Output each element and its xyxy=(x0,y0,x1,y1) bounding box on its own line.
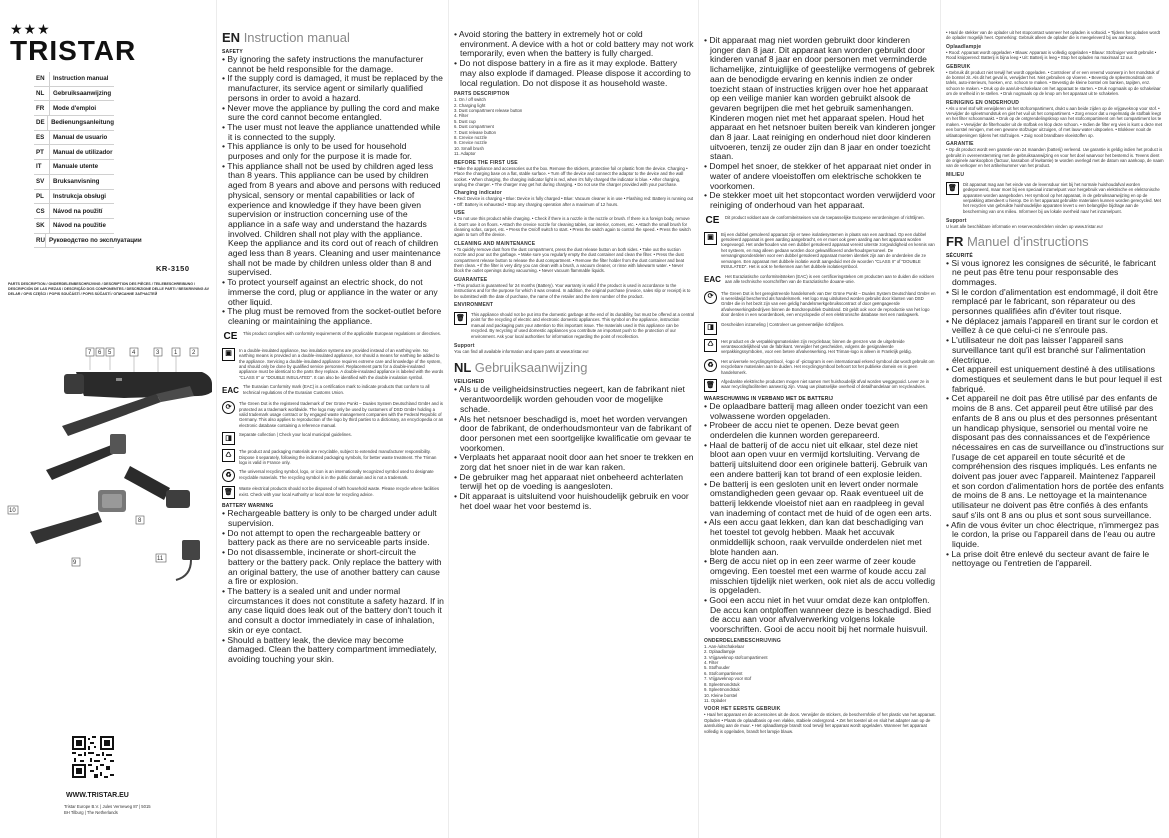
svg-text:2: 2 xyxy=(192,350,196,356)
language-name: Bruksanvisning xyxy=(53,178,100,186)
bullet-item: • Si vous ignorez les consignes de sécurité, le fabricant ne peut pas être tenu pour responsable des dommages. xyxy=(946,259,1164,288)
language-name: Bedienungsanleitung xyxy=(51,119,114,127)
language-name: Manuale utente xyxy=(53,163,99,171)
nl-continued xyxy=(946,30,1164,230)
fold-line xyxy=(940,0,941,838)
svg-text:1: 1 xyxy=(174,350,178,356)
language-code: FR xyxy=(34,101,50,115)
recycling-notice: ♻ The universal recycling symbol, logo, or icon is an internationally recognized symbol used to designate recyclable materials. The recycling symbol is in the public domain and is not a trademark. xyxy=(222,469,444,482)
ce-mark-icon: CE xyxy=(705,215,720,227)
bullet-item: • De batterij is een gesloten unit en levert onder normale omstandigheden geen gevaar op. Raak eventueel uit de batterij lekkende vloeistof niet aan en raadpleeg in geval van inademing of contact met de huid of de ogen een arts. xyxy=(704,480,936,519)
language-name: Instrukcja obsługi xyxy=(53,192,106,200)
double-insulation-icon: ▣ xyxy=(704,232,717,245)
bullet-item: • Als u de veiligheidsinstructies negeert, kan de fabrikant niet verantwoordelijk worden gehouden voor de mogelijke schade. xyxy=(454,385,694,414)
en-before-text: • Take the appliance and accessories out the box. Remove the stickers, protective foil or plastic from the device. Charging • Place the charging base on a flat, stable surface. • Turn off the device and connect the adaptor to the device and the wall socket. • When charging, the charging indicator light is red, when it's fully charged the indicator is blue. • After charging, unplug the charger. • The charger may get hot during charging. • Do not use the charger provided with your purchase. xyxy=(454,165,688,187)
ce-mark-icon: CE xyxy=(223,331,238,343)
en-guarantee-text: • This product is guaranteed for 24 months (Battery). Your warranty is valid if the product is used in accordance to the instructions and for the purpose for which it was created. In addition, the original purchase (invoice, sales slip or receipt) is to be submitted with the date of purchase, the name of the retailer and the item number of the product. xyxy=(454,282,691,299)
part-item: 7. Dust release button xyxy=(454,129,497,135)
bullet-item: • Verplaats het apparaat nooit door aan het snoer te trekken en zorg dat het snoer niet in de war kan raken. xyxy=(454,453,694,472)
bullet-item: • Cet appareil ne doit pas être utilisé par des enfants de moins de 8 ans. Cet appareil peut être utilisé par des enfants de 8 ans ou plus et des personnes présentant un handicap physique, sensoriel ou mental voire ne disposant pas des connaissances et de l'expérience nécessaires en cas de surveillance ou d'instructions sur l'usage de cet appareil en toute sécurité et de compréhension des risques impliqués. Les enfants ne doivent pas jouer avec l'appareil. Maintenez l'appareil et son cordon d'alimentation hors de portée des enfants de moins de 8 ans. Le nettoyage et la maintenance utilisateur ne doivent pas être confiés à des enfants sauf s'ils ont 8 ans ou plus et sont sous surveillance. xyxy=(946,394,1164,520)
language-code: SV xyxy=(34,175,50,189)
part-item: 1. Aan-/uitschakelaar xyxy=(704,643,745,649)
callout-markers xyxy=(86,348,198,356)
bullet-item: • Berg de accu niet op in een zeer warme of zeer koude omgeving. Een toestel met een warme of koude accu zal misschien tijdelijk niet werken, ook niet als de accu volledig is opgeladen. xyxy=(704,557,936,596)
eac-mark-icon: EAC xyxy=(704,275,721,285)
en-use-text: • Do not use this product while charging. • Check if there is a nozzle in the nozzle or brush. If there is a foreign body, remove it. Don't use it on floors. • Attach the crevice nozzle for cleaning tables, car interior, corners, etc. • Attach the small brush for cleaning sofas, carpet, etc. • Press the On/off switch to start. • Press the switch again to control the speed. • Press the switch again to turn off the device. xyxy=(454,216,691,238)
green-dot-icon: ⟳ xyxy=(704,291,717,304)
bullet-item: • Afin de vous éviter un choc électrique, n'immergez pas le cordon, la prise ou l'appareil dans de l'eau ou autre liquide. xyxy=(946,521,1164,550)
triman-icon: ♺ xyxy=(222,449,235,462)
qr-code[interactable] xyxy=(72,736,114,778)
language-name: Mode d'emploi xyxy=(53,104,97,112)
svg-text:5: 5 xyxy=(108,350,112,356)
en-charging-text: • Red: Device is charging • Blue: Device is fully charged • Blue: Vacuum cleaner is in use • Flashing red: Battery is running out • Off: Battery is exhausted • Stop any charging operation after a maximum of 12 hours. xyxy=(454,196,694,207)
double-insulation-notice: ▣ In a double-insulated appliance, two insulation systems are provided instead of an earthing wire. No earthing means is provided on a double-insulated appliance, nor should a means for earthing be added to the appliance. Servicing a double-insulated appliance requires extreme care and knowledge of the system, and should only be done by qualified service personnel. Replacement parts for a double-insulated appliance must be identical to the parts they replace. A double-insulated appliance is labeled with the words "CLASS II" or "DOUBLE INSULATED". It can also be identified with the double insulation symbol. xyxy=(222,348,444,380)
nl-cleaning-heading: REINIGING EN ONDERHOUD xyxy=(946,99,1020,106)
language-code: CS xyxy=(34,204,50,218)
language-name: Manual de utilizador xyxy=(53,148,113,156)
language-list xyxy=(34,72,142,248)
language-item xyxy=(34,87,114,102)
fr-title: FR Manuel d'instructions xyxy=(946,233,1089,249)
weee-bin-icon: 🗑 xyxy=(704,379,717,392)
part-item: 7. Vrijgaveknop voor stof xyxy=(704,676,752,682)
separate-collection-icon: ◨ xyxy=(222,432,235,445)
bullet-item: • L'utilisateur ne doit pas laisser l'appareil sans surveillance tant qu'il est branché sur l'alimentation électrique. xyxy=(946,336,1164,365)
en-use-heading: USE xyxy=(454,210,465,217)
nl-ce-notice: CE Dit product voldoet aan de conformiteitseisen van de toepasselijke Europese verordeningen of richtlijnen. xyxy=(705,214,925,227)
bullet-item: • Should a battery leak, the device may become damaged. Clean the battery compartment immediately, avoiding touching your skin. xyxy=(222,636,444,665)
nl-use-text: • Gebruik dit product niet terwijl het wordt opgeladen. • Controleer of er een vreemd voorwerp in het mondstuk of de borstel zit. Als dit het geval is, verwijdert het. Niet gebruiken op vloeren. • Bevestig de spleetmondstuk om tafels, auto-interieurs, hoeken, enz. schoon te maken. • Bevestig de kleine borstel om banken, tapijten, enz. schoon te maken. • Druk op de aan/uit-schakelaar om het apparaat te starten. • Druk nogmaals op de schakelaar om de snelheid in te stellen. • Druk nogmaals op de knop om het apparaat uit te schakelen. xyxy=(946,69,1161,97)
nl-charging-heading: Oplaadlampje xyxy=(946,43,982,50)
bullet-item: • La prise doit être enlevé du secteur avant de faire le nettoyage ou l'entretien de l'appareil. xyxy=(946,550,1164,569)
green-dot-icon: ⟳ xyxy=(222,401,235,414)
nl-battery-heading: WAARSCHUWING IN VERBAND MET DE BATTERIJ xyxy=(704,395,834,402)
language-code: ES xyxy=(34,131,50,145)
bullet-item: • Do not disassemble, incinerate or short-circuit the battery or the battery pack. Only replace the battery with an original battery, the use of another battery can cause a fire or explosion. xyxy=(222,548,444,587)
fr-safety-list xyxy=(946,259,1164,570)
svg-text:9: 9 xyxy=(73,560,77,566)
weee-bin-icon: 🗑 xyxy=(454,312,467,325)
nl-title: NL Gebruiksaanwijzing xyxy=(454,360,588,376)
language-code: PL xyxy=(34,190,50,204)
cover-column xyxy=(6,22,214,832)
language-code: RU xyxy=(34,234,46,248)
bullet-item: • To protect yourself against an electric shock, do not immerse the cord, plug or appliance in the water or any other liquid. xyxy=(222,278,444,307)
en-parts-heading: PARTS DESCRIPTION xyxy=(454,91,510,98)
bullet-item: • Rechargeable battery is only to be charged under adult supervision. xyxy=(222,509,444,528)
nl-parts-list xyxy=(704,644,936,703)
svg-text:7: 7 xyxy=(88,350,92,356)
language-item xyxy=(34,101,114,116)
eac-mark-icon: EAC xyxy=(222,385,239,395)
nl-battery-list xyxy=(704,402,936,635)
separate-collection-icon: ◨ xyxy=(704,322,717,335)
bullet-item: • This appliance is only to be used for household purposes and only for the purpose it is made for. xyxy=(222,142,444,161)
eac-notice: EAC The Eurasian Conformity mark (EAC) is a certification mark to indicate products that conform to all technical regulations of the Eurasian Customs Union. xyxy=(222,384,444,397)
part-item: 8. Spleetmondstuk xyxy=(704,681,740,687)
weee-bin-icon: 🗑 xyxy=(222,486,235,499)
fold-line xyxy=(698,0,699,838)
bullet-item: • If the supply cord is damaged, it must be replaced by the manufacturer, its service agent or similarly qualified persons in order to avoid a hazard. xyxy=(222,74,444,103)
nl-charging-text: • Rood: Apparaat wordt opgeladen • Blauw: Apparaat is volledig opgeladen • Blauw: Stofzuiger wordt gebruikt • Rood knipperend: Batterij is bijna leeg • Uit: Batterij is leeg • Stop het opladen na maximaal 12 uur. xyxy=(946,49,1157,61)
weee-notice: 🗑 Waste electrical products should not be disposed of with household waste. Please recycle where facilities exist. Check with your local Authority or local store for recycling advice. xyxy=(222,486,444,499)
part-item: 10. Small brush xyxy=(454,145,484,151)
separate-collection-notice: ◨ Separate collection | Check your local municipal guidelines. xyxy=(222,432,444,445)
bullet-item: • Dit apparaat is uitsluitend voor huishoudelijk gebruik en voor het doel waar het voor bestemd is. xyxy=(454,492,694,511)
nl-use-heading: GEBRUIK xyxy=(946,63,971,70)
en-parts xyxy=(454,91,694,354)
part-item: 2. Oplaadlampje xyxy=(704,649,736,655)
svg-text:4: 4 xyxy=(132,350,136,356)
language-item xyxy=(34,131,114,146)
tristar-logo xyxy=(10,21,137,76)
language-code: NL xyxy=(34,87,50,101)
nl-recycling: ♻ Het universele recyclingsymbool, -logo of -pictogram is een internationaal erkend symbool dat wordt gebruikt om recyclebare materialen aan te duiden. Het recyclingsymbool behoort tot het publieke domein en is geen handelsmerk. xyxy=(704,359,936,375)
bullet-item: • Dompel het snoer, de stekker of het apparaat niet onder in water of andere vloeistoffen om elektrische schokken te voorkomen. xyxy=(704,162,936,191)
nl-safety-heading: VEILIGHEID xyxy=(454,379,485,386)
part-item: 6. Stofcompartiment xyxy=(704,670,743,676)
bullet-item: • The plug must be removed from the socket-outlet before cleaning or maintaining the appliance. xyxy=(222,307,444,326)
nl-guarantee-heading: GARANTIE xyxy=(946,141,974,148)
en-title: EN Instruction manual xyxy=(222,30,350,45)
bullet-item: • Never move the appliance by pulling the cord and make sure the cord cannot become entangled. xyxy=(222,104,444,123)
language-code: IT xyxy=(34,160,50,174)
en-cleaning-heading: CLEANING AND MAINTENANCE xyxy=(454,240,536,247)
nl-column xyxy=(704,36,936,838)
language-code: SK xyxy=(34,219,50,233)
en-parts-list xyxy=(454,97,694,156)
fr-column xyxy=(946,30,1164,834)
language-name: Instruction manual xyxy=(53,75,109,83)
bullet-item: • Ne déplacez jamais l'appareil en tirant sur le cordon et veillez à ce que celui-ci ne s'enroule pas. xyxy=(946,317,1164,336)
language-item xyxy=(34,204,114,219)
part-item: 3. Dust compartment release button xyxy=(454,108,523,114)
fr-safety-heading: SÉCURITÉ xyxy=(946,252,973,259)
part-item: 5. Stofhouder xyxy=(704,665,730,671)
en-environment: 🗑 This appliance should not be put into the domestic garbage at the end of its durability, but must be offered at a central point for the recycling of electric and electronic domestic appliances. This symbol on the appliance, instruction manual and packaging puts your attention to this important issue. The materials used in this appliance can be recycled. By recycling of used domestic appliances you contribute an important push to the protection of our environment. Ask your local authorities for information regarding the point of recollection. xyxy=(454,312,694,339)
company-imprint: Tristar Europe B.V. | Jules Verneweg 87 | 5015 BH Tilburg | The Netherlands xyxy=(64,804,151,815)
part-item: 1. On / off switch xyxy=(454,97,486,103)
language-name: Gebruiksaanwijzing xyxy=(53,90,112,98)
nl-before-text: • Haal het apparaat en de accessoires uit de doos. Verwijder de stickers, de beschermfolie of het plastic van het apparaat. Opladen • Plaats de oplaadbasis op een vlakke, stabiele ondergrond. • Zet het toestel uit en sluit het adapter aan op de aansluiting aan de muur. • Het oplaadlampje brandt rood terwijl het apparaat wordt opgeladen. Wanneer het apparaat volledig is opgeladen, brandt het lampje blauw. xyxy=(704,712,936,734)
svg-text:11: 11 xyxy=(157,556,164,562)
part-item: 10. Kleine borstel xyxy=(704,692,738,698)
language-name: Návod na použitie xyxy=(53,222,106,230)
nl-eac: EAC Het Euraziatische conformiteitsteken (EAC) is een certificeringsteken om producten aan te duiden die voldoen aan alle technische voorschriften van de Euraziatische douane-unie. xyxy=(704,274,936,287)
svg-text:6: 6 xyxy=(98,350,102,356)
nl-environment-heading: MILIEU xyxy=(946,171,965,178)
website-url[interactable]: WWW.TRISTAR.EU xyxy=(66,792,129,799)
en-battery-list-cont xyxy=(454,30,694,88)
language-code: DE xyxy=(34,116,48,130)
callout-markers xyxy=(8,506,166,566)
triman-icon: ♺ xyxy=(704,339,717,352)
part-item: 4. Filter xyxy=(454,113,469,119)
en-charging-heading: Charging indicator xyxy=(454,190,503,197)
language-name: Руководство по эксплуатации xyxy=(48,236,142,244)
model-number: KR-3150 xyxy=(156,264,190,273)
nl-safety-list xyxy=(454,385,694,511)
recycling-icon: ♻ xyxy=(222,469,235,482)
nl-support-heading: Support xyxy=(946,218,967,225)
nl-guarantee-text: • Op dit product wordt een garantie van 24 maanden (batterij) verleend. Uw garantie is geldig indien het product is gebruikt in overeenstemming met de gebruiksaanwijzing en voor het doel waarvoor het bestemd is. Tevens dient de originele aankoopbon (factuur, kassabon of kwitantie) te worden overlegd met de datum van aankoop, de naam van de verkoper en het artikelnummer van het product. xyxy=(946,147,1164,169)
en-battery-heading: BATTERY WARNING xyxy=(222,503,274,510)
en-column-1 xyxy=(222,30,444,834)
language-item xyxy=(34,145,114,160)
bullet-item: • Gooi een accu niet in het vuur omdat deze kan ontploffen. De accu kan ontploffen wanneer deze is beschadigd. Bied de accu aan voor afvalverwerking volgens lokale voorschriften. Gooi de accu nooit bij het normale huisvuil. xyxy=(704,596,936,635)
en-support-text: You can find all available information and spare parts at www.tristar.eu! xyxy=(454,349,589,355)
svg-text:8: 8 xyxy=(138,518,142,524)
language-item xyxy=(34,175,114,190)
ce-notice: CE This product complies with conformity requirements of the applicable European regulations or directives. xyxy=(223,330,441,343)
en-environment-heading: ENVIRONMENT xyxy=(454,302,494,308)
bullet-item: • Probeer de accu niet te openen. Deze bevat geen onderdelen die kunnen worden gerepareerd. xyxy=(704,421,936,440)
bullet-item: • By ignoring the safety instructions the manufacturer cannot be held responsible for the damage. xyxy=(222,55,444,74)
bullet-item: • Do not dispose battery in a fire as it may explode. Battery may also explode if damaged. Please dispose it according to local regulation. Do not dispose it as household waste. xyxy=(454,59,694,88)
en-support-heading: Support xyxy=(454,343,475,350)
en-safety-heading: SAFETY xyxy=(222,49,243,55)
part-item: 9. Crevice nozzle xyxy=(454,140,487,146)
green-dot-notice: ⟳ The Green Dot is the registered trademark of Der Grüne Punkt – Duales System Deutschland GmbH and is protected as a trademark worldwide. The logo may only be used by customers of DSD GmbH holding a valid trademark usage contract or by engaged waste management companies with the Federal Republic of Germany. This also applies to reproduction of the logo by third parties to a dictionary, an encyclopedia or an electronic database containing a reference manual. xyxy=(222,401,444,428)
nl-before-heading: VOOR HET EERSTE GEBRUIK xyxy=(704,706,781,713)
language-code: PT xyxy=(34,145,50,159)
en-column-2 xyxy=(454,30,694,834)
bullet-item: • De oplaadbare batterij mag alleen onder toezicht van een volwassene worden opgeladen. xyxy=(704,402,936,421)
nl-double-insulation: ▣ Bij een dubbel geïsoleerd apparaat zijn er twee isolatiesystemen in plaats van een aardraad. Op een dubbel geïsoleerd apparaat is geen aarding aangebracht, en er moet ook geen aarding aan het apparaat worden toegevoegd. Het onderhouden van een dubbel geïsoleerd apparaat vereist uiterste zorgvuldigheid en kennis van het systeem, en mag alleen gedaan worden door gekwalificeerd onderhoudspersoneel. De vervangingsonderdelen voor een dubbel geïsoleerd apparaat moeten identiek zijn aan de onderdelen die ze vervangen. Een apparaat met dubbele isolatie wordt aangeduid met de woorden "CLASS II" of "DOUBLE INSULATED". Het is ook te herkennen aan het dubbele isolatiesymbool. xyxy=(704,232,936,270)
bullet-item: • Cet appareil est uniquement destiné à des utilisations domestiques et seulement dans le but pour lequel il est fabriqué. xyxy=(946,365,1164,394)
nl-cleaning-text: • Als u snel stof wilt verwijderen uit het stofcompartiment, drukt u aan beide zijden op de vrijgaveknop voor stof. • Verwijder de spleetmondstuk en giet het vuil uit het compartiment. • Zorg ervoor dat u regelmatig de stofbak leegt en het filter schoonmaakt. • Druk op de ontgrendelingsknop van het stofcompartiment om het compartiment los te maken. • Verwijder de filterhouder uit de stofbak en klop deze schoon. • Indien de filter erg vies is kunt u deze met een borstel reinigen, met een gewone stofzuiger uitzuigen, of met lauw water uitspoelen. • Blokkeer nooit de uitlaatopeningen tijdens het stofzuigen. • Zuig nooit brandbare vloeistoffen op. xyxy=(946,105,1163,138)
logo-wordmark: TRISTAR xyxy=(10,35,137,66)
language-item xyxy=(34,116,114,131)
nl-parts xyxy=(704,638,936,734)
nl-packaging: ♺ Het product en de verpakkingsmaterialen zijn recyclebaar, binnen de grenzen van de uitgebreide verantwoordelijkheid van de fabrikant. Verwijder het gescheiden, volgens de gesignaleerde verpakkingssymbolen, voor een betere afvalverwerking. Het Triman-logo is alleen in Frankrijk geldig. xyxy=(704,339,936,355)
language-item xyxy=(34,234,142,249)
part-item: 6. Dust compartment xyxy=(454,124,494,130)
bullet-item: • The user must not leave the appliance unattended while it is connected to the supply. xyxy=(222,123,444,142)
language-code: EN xyxy=(34,72,50,86)
en-safety-list xyxy=(222,55,444,327)
bullet-item: • Avoid storing the battery in extremely hot or cold environment. A device with a hot or cold battery may not work temporarily, even when the battery is fully charged. xyxy=(454,30,694,59)
language-name: Manual de usuario xyxy=(53,134,108,142)
nl-environment: 🗑 Dit apparaat mag aan het einde van de levensduur niet bij het normale huishoudafval worden gedeponeerd, maar moet bij een speciaal inzamelpunt voor hergebruik van elektrische en elektronische apparaten worden aangeboden. Het symbool op het apparaat, in de gebruiksaanwijzing en op de verpakking attendeert u hierop. De in het apparaat gebruikte materialen kunnen worden gerecycled. Met het recyclen van gebruikte huishoudelijke apparaten levert u een belangrijke bijdrage aan de bescherming van ons milieu. Informeer bij uw lokale overheid naar het inzamelpunt. xyxy=(946,182,1164,214)
bullet-item: • Als een accu gaat lekken, dan kan dat beschadiging van het toestel tot gevolg hebben. Maak het accuvak onmiddellijk schoon, raak vervuilde onderdelen niet met blote handen aan. xyxy=(704,518,936,557)
bullet-item: • The battery is a sealed unit and under normal circumstances it does not constitute a safety hazard. If in any case liquid does leak out of the battery don't touch it and consult a doctor immediately in case of inhalation, skin or eye contact. xyxy=(222,587,444,636)
part-item: 11. Oplader xyxy=(704,697,727,703)
svg-text:10: 10 xyxy=(9,508,16,514)
packaging-notice: ♺ The product and packaging materials are recyclable, subject to extended manufacturer responsibility. Dispose it separately, following the indicated packaging symbols, for better waste treatment. The Triman logo is valid in France only. xyxy=(222,449,444,465)
nl-support-text: U kunt alle beschikbare informatie en reserveonderdelen vinden op www.tristar.eu! xyxy=(946,224,1103,230)
nl-weee: 🗑 Afgedankte elektrische producten mogen niet samen met huishoudelijk afval worden weggegooid. Lever ze in waar recyclingfaciliteiten aanwezig zijn. Vraag uw plaatselijke overheid of detailhandelaar om recycleadvies. xyxy=(704,379,936,392)
weee-bin-icon: 🗑 xyxy=(946,182,959,195)
part-item: 5. Dust cup xyxy=(454,118,476,124)
language-item xyxy=(34,160,114,175)
language-name: Návod na použití xyxy=(53,207,103,215)
parts-description-heading: PARTS DESCRIPTION / ONDERDELENBESCHRIJVING / DESCRIPTION DES PIÈCES / TEILEBESCHREIBUNG / DESCRIPCIÓN DE LAS PIEZAS / DESCRIÇÃO DOS COMPONENTES / DESCRIZIONE DELLE PARTI / BESKRIVNING AV DELAR / OPIS CZĘŚCI / POPIS SOUČÁSTÍ / POPIS SÚČASTÍ / ОПИСАНИЕ ЗАПЧАСТЕЙ xyxy=(8,282,210,296)
bullet-item: • Haal de batterij of de accu niet uit elkaar, stel deze niet bloot aan open vuur en vermijd kortsluiting. Vervang de batterij uitsluitend door een originele batterij. Gebruik van een andere batterij kan tot brand of een explosie leiden. xyxy=(704,441,936,480)
bullet-item: • De stekker moet uit het stopcontact worden verwijderd voor reiniging of onderhoud van het apparaat. xyxy=(704,191,936,210)
bullet-item: • Do not attempt to open the rechargeable battery or battery pack as there are no serviceable parts inside. xyxy=(222,529,444,548)
nl-safety-list-cont xyxy=(704,36,936,211)
svg-text:3: 3 xyxy=(156,350,160,356)
logo-stars: ★★★ xyxy=(10,21,51,37)
fold-line xyxy=(448,0,449,838)
device-illustration xyxy=(6,340,216,590)
bullet-item: • This appliance shall not be used by children aged less than 8 years. This appliance can be used by children aged from 8 years and above and persons with reduced physical, sensory or mental capabilities or lack of experience and knowledge if they have been given supervision or instruction concerning use of the appliance in a safe way and understand the hazards involved. Children shall not play with the appliance. Keep the appliance and its cord out of reach of children aged less than 8 years. Cleaning and user maintenance shall not be made by children unless older than 8 and supervised. xyxy=(222,162,444,278)
en-guarantee-heading: GUARANTEE xyxy=(454,276,488,283)
nl-parts-heading: ONDERDELENBESCHRIJVING xyxy=(704,637,781,644)
language-item xyxy=(34,72,114,87)
bullet-item: • De gebruiker mag het apparaat niet onbeheerd achterlaten terwijl het op de voeding is aangesloten. xyxy=(454,473,694,492)
nl-charger-note: • Haal de stekker van de oplader uit het stopcontact wanneer het opladen is voltooid. • Tijdens het opladen wordt de oplader mogelijk heet. Opmerking: Gebruik alleen de oplader die is meegeleverd bij uw aankoop. xyxy=(946,30,1160,41)
nl-separate: ◨ Gescheiden inzameling | Controleer uw gemeentelijke richtlijnen. xyxy=(704,322,936,335)
part-item: 4. Filter xyxy=(704,660,719,666)
bullet-item: • Si le cordon d'alimentation est endommagé, il doit être remplacé par le fabricant, son réparateur ou des personnes qualifiées afin d'éviter tout risque. xyxy=(946,288,1164,317)
part-item: 11. Adaptor xyxy=(454,151,476,157)
bullet-item: • Als het netsnoer beschadigd is, moet het worden vervangen door de fabrikant, de onderhoudsmonteur van de fabrikant of door personen met een soortgelijke kwalificatie om gevaar te voorkomen. xyxy=(454,415,694,454)
nl-green-dot: ⟳ The Green Dot is het geregistreerde handelsmerk van Der Grüne Punkt – Duales System Deutschland GmbH en is wereldwijd beschermd als handelsmerk. Het logo mag uitsluitend worden gebruikt door klanten van DSD GmbH die in het bezit zijn van een geldig handelsmerkgebruikscontract of door geëngageerde afvalverwerkingsbedrijven binnen de Bondsrepubliek Duitsland. Dit geldt ook voor de reproductie van het logo door derden in een woordenboek, een encyclopedie of een elektronische database met een naslagwerk. xyxy=(704,291,936,318)
en-cleaning-text: • To quickly remove dust from the dust compartment, press the dust release button on both sides. • Take out the suction nozzle and pour out the garbage. • Make sure you regularly empty the dust container and clean the filter. • Press the dust compartment release button to release the dust compartment. • Remove the filter holder from the dust container and beat them clean. • If the filter is very dirty you can clean with a brush, a vacuum cleaner, or rinse with lukewarm water. • Never block the outlet openings during vacuuming. • Never vacuum flammable liquids. xyxy=(454,246,685,274)
bullet-item: • Dit apparaat mag niet worden gebruikt door kinderen jonger dan 8 jaar. Dit apparaat kan worden gebruikt door kinderen vanaf 8 jaar en door personen met verminderde lichamelijke, zintuiglijke of geestelijke vermogens of gebrek aan de benodigde ervaring en kennis indien ze onder toezicht staan of instructies krijgen over hoe het apparaat op een veilige manier kan worden gebruikt alsook de gevaren begrijpen die met het gebruik samenhangen. Kinderen mogen niet met het apparaat spelen. Houd het apparaat en het netsnoer buiten bereik van kinderen jonger dan 8 jaar. Laat reiniging en onderhoud niet door kinderen uitvoeren, tenzij ze ouder zijn dan 8 jaar en onder toezicht staan. xyxy=(704,36,936,162)
part-item: 9. Spleetmondstuk xyxy=(704,687,740,693)
recycling-icon: ♻ xyxy=(704,359,717,372)
double-insulation-icon: ▣ xyxy=(222,348,235,361)
language-item xyxy=(34,190,114,205)
en-before-heading: BEFORE THE FIRST USE xyxy=(454,159,518,166)
part-item: 2. Charging light xyxy=(454,102,486,108)
part-item: 3. Vrijgaveknop stofcompartiment xyxy=(704,654,768,660)
language-item xyxy=(34,219,114,234)
en-battery-list xyxy=(222,509,444,664)
part-item: 8. Crevice nozzle xyxy=(454,135,487,141)
fold-line xyxy=(216,0,217,838)
